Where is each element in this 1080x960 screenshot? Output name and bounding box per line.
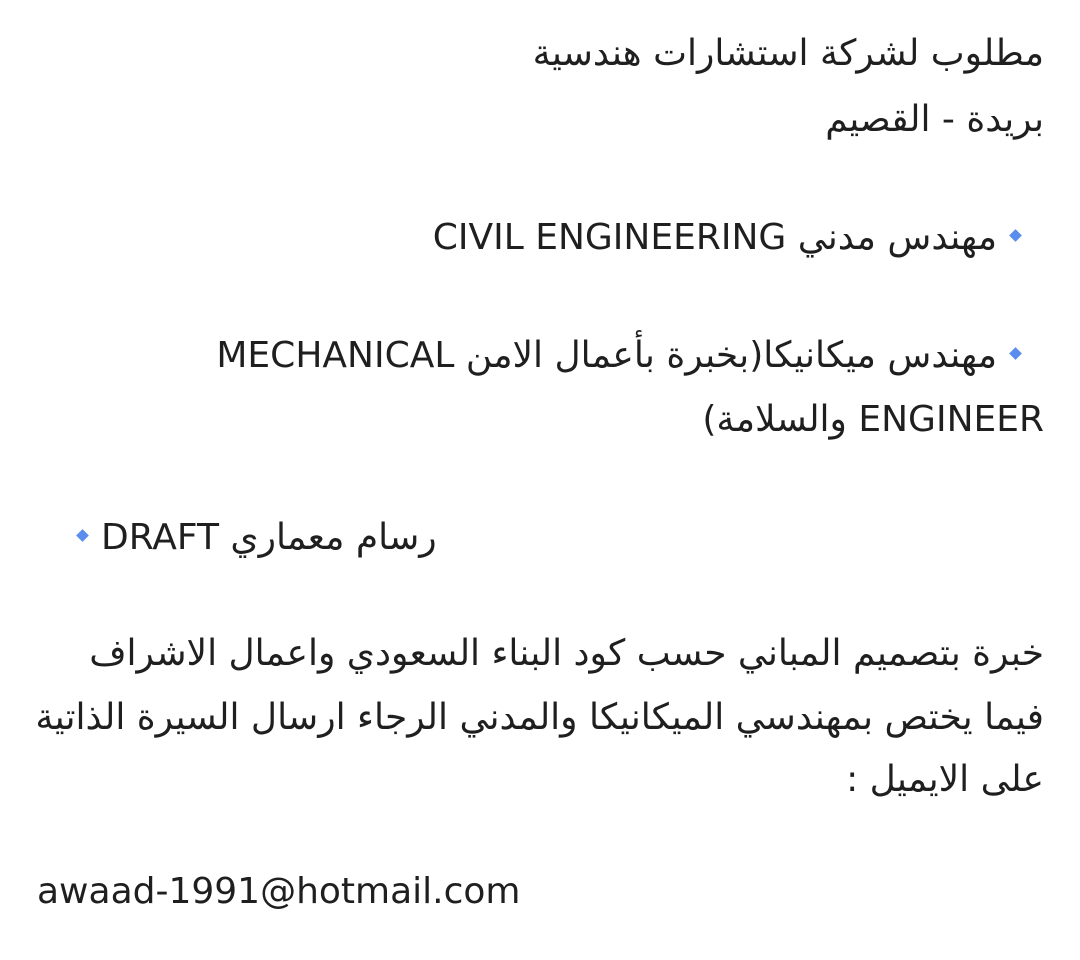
bullet-diamond-icon [1009,347,1022,360]
position-label: رسام معماري DRAFT [101,517,437,558]
heading-line-1: مطلوب لشركة استشارات هندسية [532,33,1044,74]
position-item-civil [433,208,1034,268]
position-label: مهندس ميكانيكا(بخبرة بأعمال الامن MECHANICAL [216,335,997,376]
position-item-mechanical [216,326,1034,386]
details-line-1: خبرة بتصميم المباني حسب كود البناء السعودي واعمال الاشراف [89,633,1044,674]
bullet-diamond-icon [1009,229,1022,242]
heading-line-2: بريدة - القصيم [825,99,1044,140]
contact-email[interactable]: awaad-1991@hotmail.com [37,871,521,912]
position-item-draft [64,508,437,568]
position-item-mechanical-line-2: ENGINEER والسلامة) [702,399,1044,440]
bullet-diamond-icon [76,529,89,542]
position-label: مهندس مدني CIVIL ENGINEERING [432,217,997,258]
details-line-3: على الايميل : [846,759,1044,800]
details-line-2: فيما يختص بمهندسي الميكانيكا والمدني الرجاء ارسال السيرة الذاتية [35,697,1044,738]
